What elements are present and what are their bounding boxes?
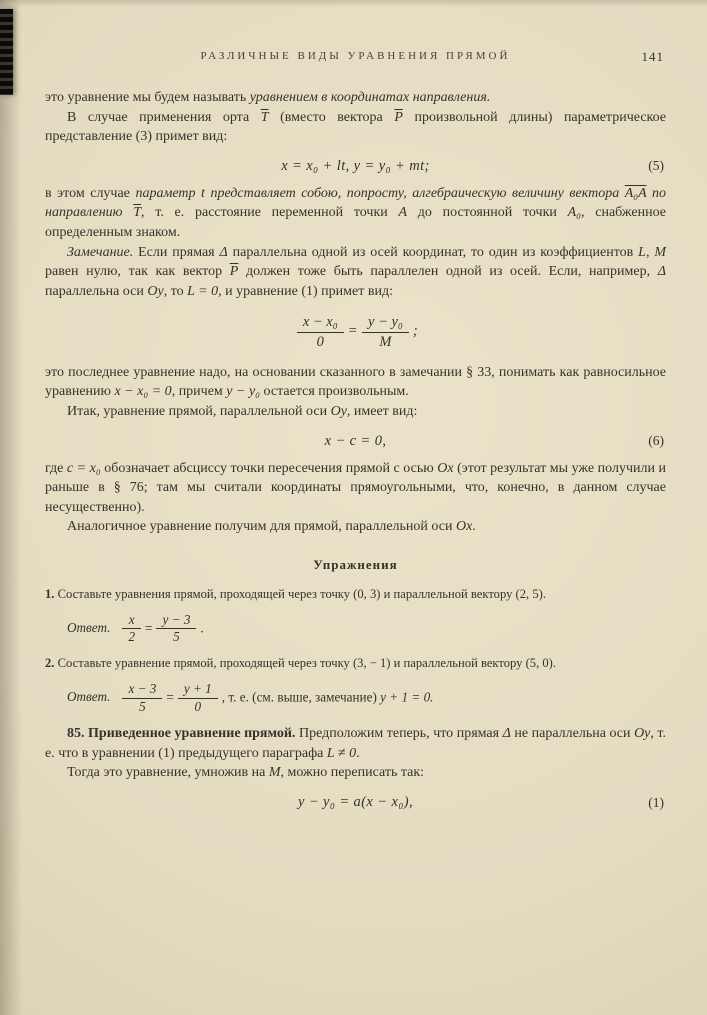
axis-oy: Oy [147,283,164,299]
numerator: y + 1 [178,682,218,699]
run: Если прямая [133,244,220,260]
formula-body: x = x₀ + lt, y = y₀ + mt; [281,157,430,174]
exercise-1 [45,586,666,604]
relation: = [145,619,153,635]
axis-ox: Ox [455,519,473,535]
text-block [45,50,666,820]
run: , т. е. расстояние переменной точки [141,205,399,221]
run-italic: уравнением в координатах направления. [249,90,491,105]
page-number: 141 [641,49,664,64]
point-A0: A₀ [567,205,582,221]
line-delta: Δ [502,726,511,742]
fraction [362,314,409,349]
run: , имеет вид: [346,404,418,419]
scan-binding-artifact [0,9,13,95]
section-85-title: 85. Приведенное уравнение прямой. [67,726,296,742]
run-italic: L = 0 [187,283,219,299]
paragraph-intro [45,88,666,108]
relation: = [166,689,174,705]
formula-x-c [45,433,666,450]
run-italic: y − y₀ [226,384,261,400]
run: Составьте уравнения прямой, проходящей через точку (0, 3) и параллельной вектору (2, 5). [54,586,546,601]
vector-P: $\overline{P}$ [394,109,403,125]
fraction [122,613,141,646]
run: , и уравнение (1) примет вид: [218,283,393,299]
formula-body: y − y₀ = a(x − x₀), [297,794,414,811]
paragraph-togda [45,763,666,783]
vector-P: $\overline{P}$ [229,264,239,280]
vector-A0A: A₀A [624,185,647,201]
run: должен тоже быть параллелен одной из осей. Если, например, [238,264,658,280]
denominator: M [379,333,392,350]
run: , то [163,283,188,299]
fraction [178,682,218,715]
run: произвольной длины) параметрическое представление (3) примет вид: [45,109,667,145]
point-A: A [398,205,408,221]
axis-ox: Ox [437,460,454,476]
run: это уравнение мы будем называть [45,90,250,105]
run-italic: x − x₀ = 0 [114,384,172,400]
axis-oy: Oy [634,726,651,742]
run: , причем [171,384,227,400]
run: не параллельна оси [510,726,635,742]
run: это последнее уравнение надо, на основании сказанного в замечании § 33, понимать как равносильное уравнению [45,364,666,400]
line-delta: Δ [657,264,666,280]
line-delta: Δ [219,244,228,260]
page-top-edge-shadow [0,0,707,7]
run: Итак, уравнение прямой, параллельной оси [67,404,331,419]
denominator: 0 [316,333,324,350]
equation-number: (1) [648,794,664,810]
run: . [356,745,360,761]
fraction [122,682,162,715]
run: параллельна одной из осей координат, то один из коэффициентов [227,244,639,260]
run: (этот результат мы уже получили и раньше в § 76; там мы считали координаты прямоугольными, что, конечно, в данном случае несущественно). [45,460,666,515]
vector-T: $\overline{T}$ [133,205,142,221]
paragraph-itak [45,402,666,422]
run: , можно переписать так: [280,765,425,781]
run: Тогда это уравнение, умножив на [67,765,269,781]
paragraph-remark [45,243,666,302]
run: Предположим теперь, что прямая [295,726,503,742]
denominator: 5 [139,698,146,714]
exercise-2 [45,655,666,673]
relation: = [347,323,358,340]
axis-oy: Oy [330,404,347,419]
answer-label: Ответ. [67,619,111,635]
numerator: x − 3 [122,682,162,699]
exercise-number: 2. [45,656,55,671]
run: обозначает абсциссу точки пересечения прямой с осью [100,460,438,476]
run: остается произвольным. [260,384,409,400]
run-italic: L, M [638,244,666,260]
fraction [156,613,196,646]
paragraph-gde [45,459,666,518]
run: равен нулю, так как вектор [45,264,230,280]
numerator: x − x₀ [297,314,344,332]
remark-label: Замечание. [67,244,134,260]
page-left-edge-shadow [0,0,22,1015]
run: В случае применения орта [67,109,261,125]
punctuation: ; [412,323,419,340]
vector-T: $\overline{T}$ [260,109,269,125]
paragraph-ort [45,108,666,147]
run: Составьте уравнение прямой, проходящей через точку (3, − 1) и параллельной вектору (5, 0). [54,656,557,671]
answer-1 [45,613,666,646]
denominator: 5 [173,629,180,645]
run: Аналогичное уравнение получим для прямой, параллельной оси [67,519,456,535]
run: параллельна оси [45,283,148,299]
run: , т. е. что в уравнении (1) предыдущего параграфа [45,726,666,761]
formula-reduced [45,794,666,811]
numerator: x [122,613,141,630]
run-italic: L ≠ 0 [326,745,357,761]
run-italic: по направлению [45,185,666,221]
run-italic: c = x₀ [66,460,101,476]
numerator: y − y₀ [362,314,409,332]
equation-number: (5) [648,158,664,174]
run: (вместо вектора [268,109,395,125]
run-italic: M [268,765,281,781]
exercises-heading: Упражнения [313,556,398,572]
running-head [45,50,666,74]
run: в этом случае [45,185,136,201]
paragraph-param-t [45,184,666,243]
fraction [297,314,344,349]
answer-2 [45,682,666,715]
run: , снабженное определенным знаком. [45,205,667,240]
run-italic: параметр t представляет собою, попросту, алгебраическую величину вектора [135,185,625,201]
answer-label: Ответ. [67,689,111,705]
paragraph-85 [45,724,666,763]
paragraph-analog [45,517,666,537]
run: до постоянной точки [407,205,568,221]
formula-parametric [45,158,666,175]
formula-fraction-oy [45,314,666,349]
denominator: 0 [194,698,202,714]
denominator: 2 [128,629,136,645]
exercise-number: 1. [45,586,55,601]
paragraph-equiv [45,363,666,402]
run: , т. е. (см. выше, замечание) [221,689,381,705]
formula-body: x − c = 0, [324,432,387,449]
punctuation: . [200,619,204,635]
running-title: РАЗЛИЧНЫЕ ВИДЫ УРАВНЕНИЯ ПРЯМОЙ [200,50,511,62]
run-italic: y + 1 = 0. [380,689,434,705]
run: где [45,460,67,476]
equation-number: (6) [648,433,664,449]
run: . [472,519,476,535]
numerator: y − 3 [156,613,196,630]
